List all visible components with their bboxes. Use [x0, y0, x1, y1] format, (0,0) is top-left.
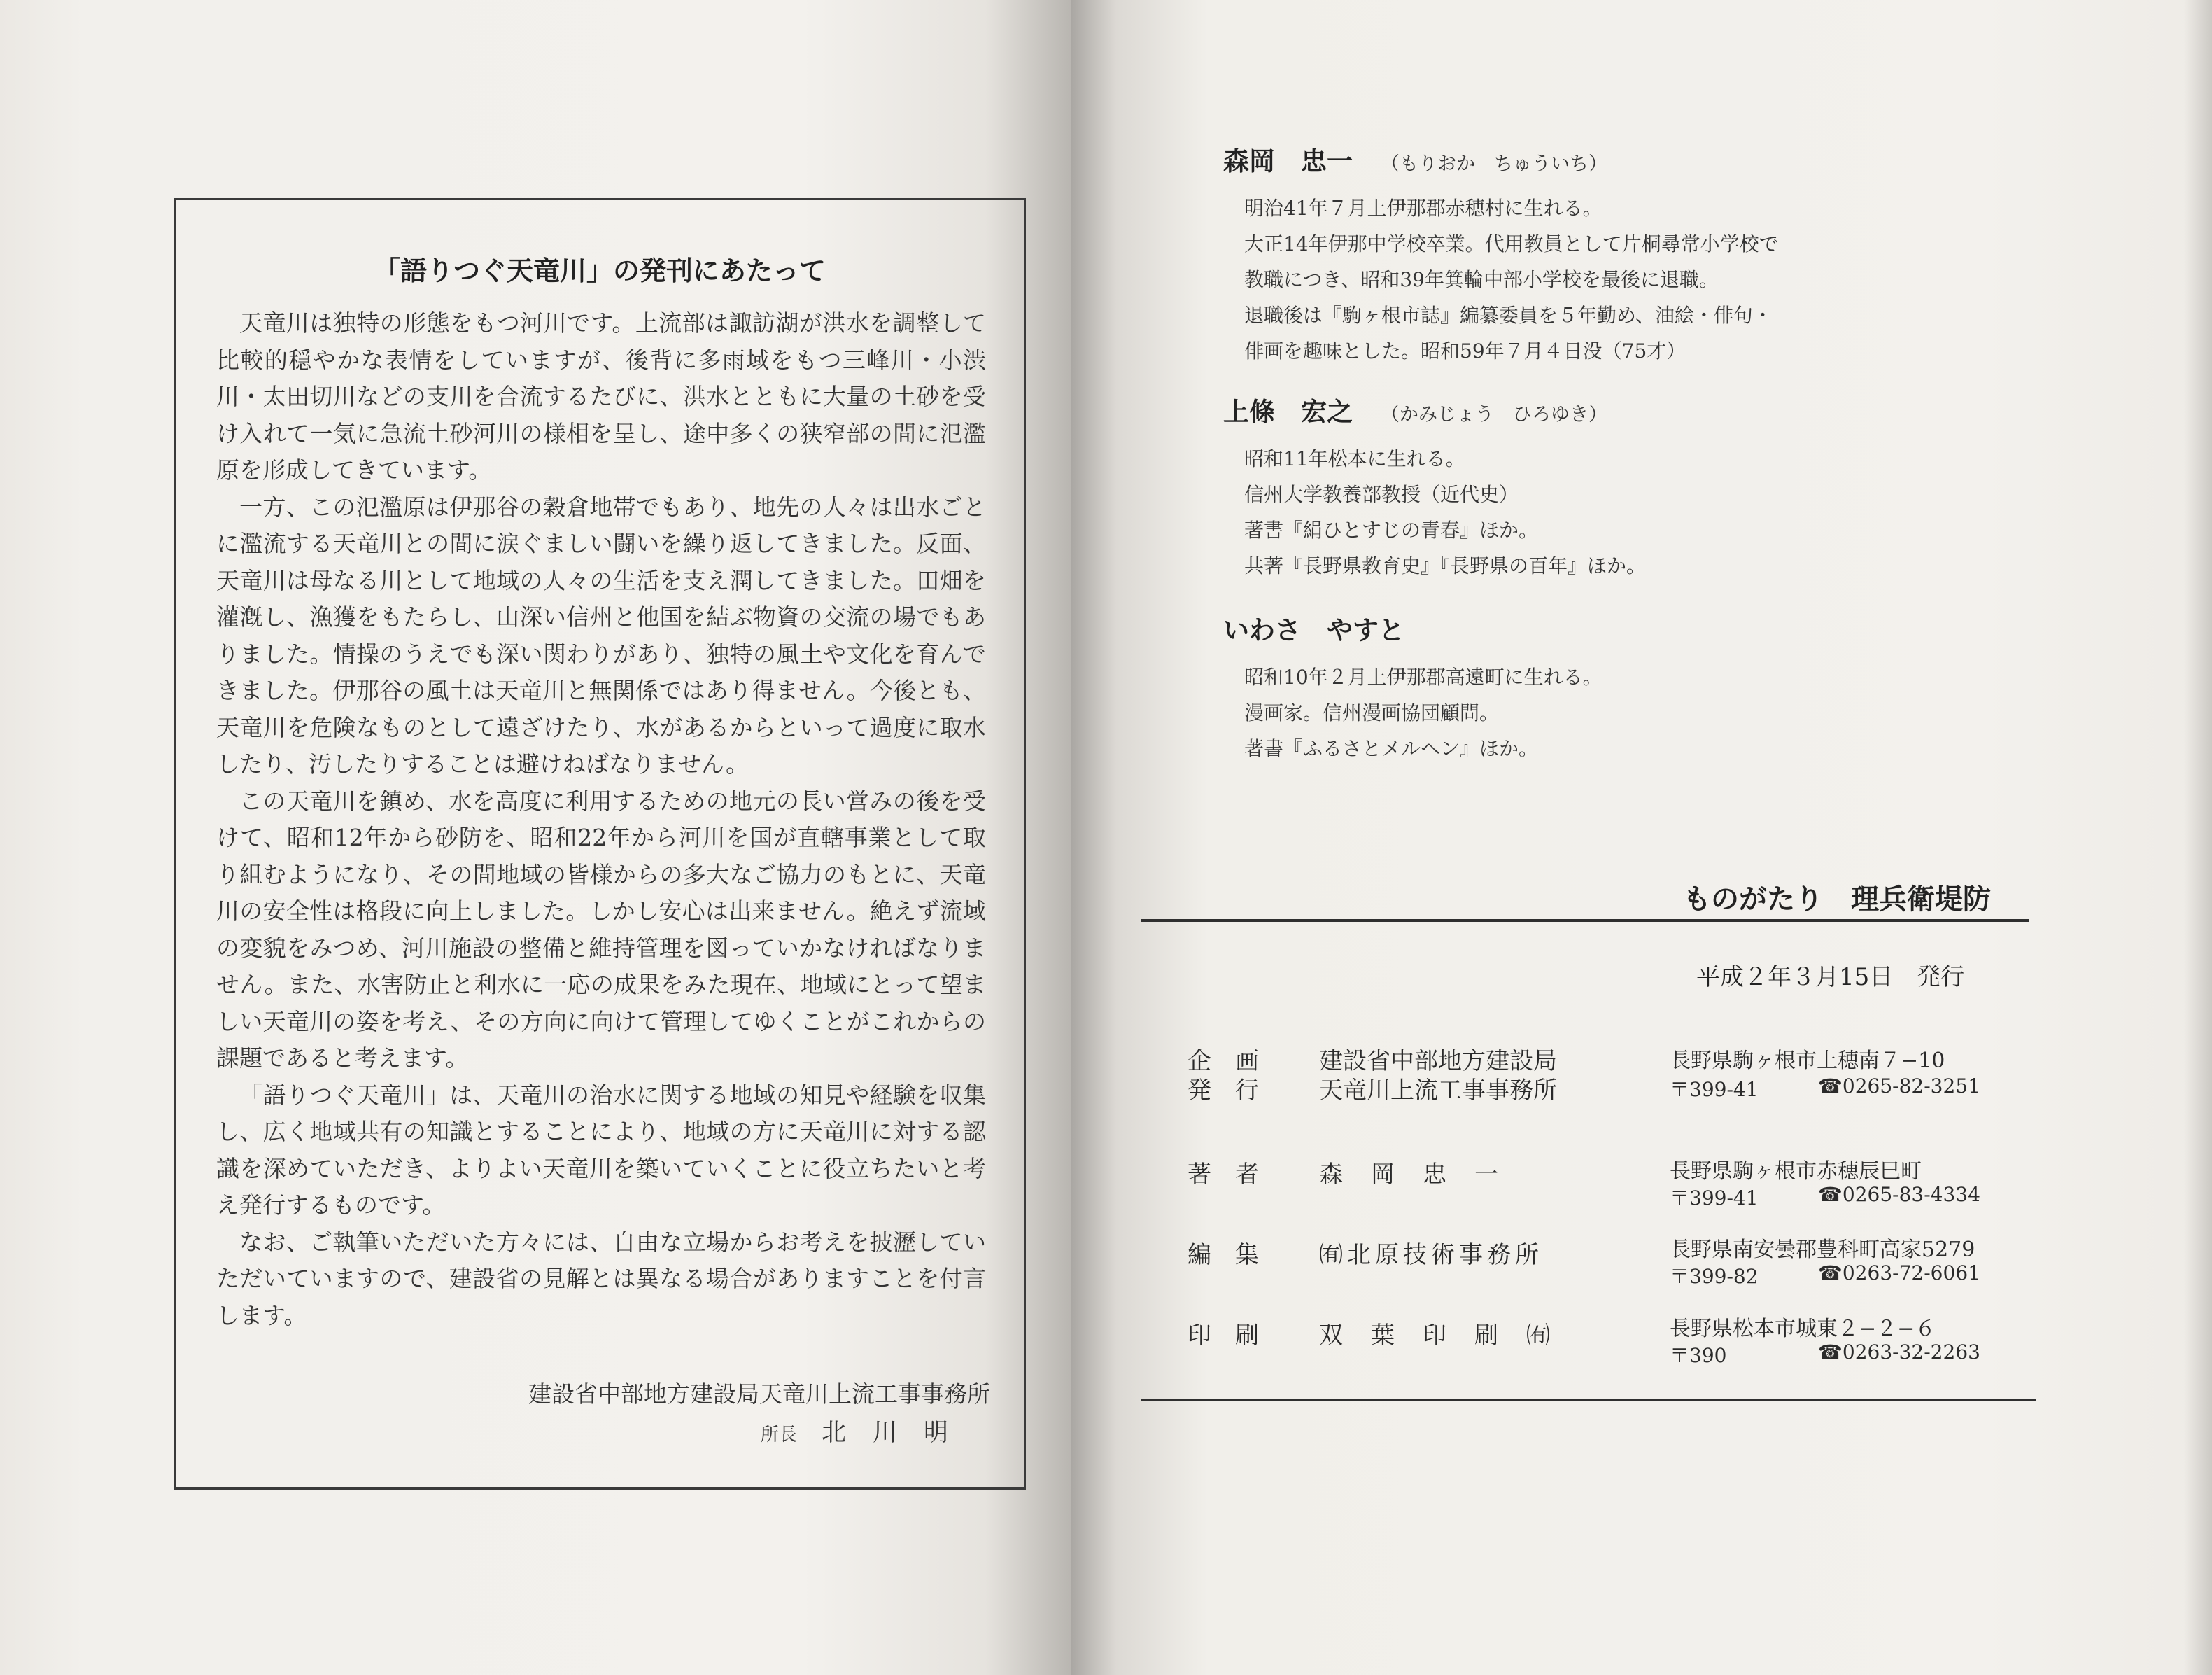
author-profile-kamijo: [1223, 391, 1646, 584]
author-bio: [1244, 441, 1646, 584]
bio-line: 著書『絹ひとすじの青春』ほか。: [1244, 519, 1539, 542]
credit-tel-publisher: ☎0265-82-3251: [1818, 1074, 1980, 1098]
credit-label-author: 著者: [1188, 1161, 1283, 1189]
signature-title: 所長: [760, 1424, 797, 1445]
credit-value-editor: ㈲北原技術事務所: [1319, 1241, 1543, 1269]
preface-paragraph: この天竜川を鎮め、水を高度に利用するための地元の長い営みの後を受けて、昭和12年から砂防を、昭和22年から河川を国が直轄事業として取り組むようになり、その間地域の皆様からの多大なご協力のもとに、天竜川の安全性は格段に向上しました。しかし安心は出来ません。絶えず流域の変貌をみつめ、河川施設の整備と維持管理を図っていかなければなりません。また、水害防止と利水に一応の成果をみた現在、地域にとって望ましい天竜川の姿を考え、その方向に向けて管理してゆくことがこれからの課題であると考えます。: [216, 787, 986, 1072]
bio-line: 大正14年伊那中学校卒業。代用教員として片桐尋常小学校で: [1244, 232, 1779, 255]
author-profile-morioka: [1223, 140, 1779, 369]
credit-label-publisher: 発行: [1188, 1077, 1283, 1105]
page-edge-shadow: [2184, 0, 2212, 1675]
credit-label-printer: 印刷: [1188, 1322, 1283, 1350]
colophon-bottom-rule: [1141, 1399, 2036, 1401]
credit-label-planning: 企画: [1188, 1047, 1283, 1075]
author-bio: [1244, 659, 1602, 766]
author-name: いわさ やすと: [1223, 615, 1404, 645]
bio-line: 漫画家。信州漫画協団顧問。: [1244, 701, 1500, 724]
credit-value-publisher: 天竜川上流工事事務所: [1319, 1077, 1557, 1105]
credit-value-author: 森岡忠一: [1319, 1161, 1526, 1189]
author-heading: [1223, 609, 1602, 647]
preface-body: [216, 305, 986, 1334]
credit-zip-editor: 〒399-82: [1670, 1265, 1759, 1288]
author-reading: （かみじょう ひろゆき）: [1381, 404, 1607, 426]
credit-address-editor: 長野県南安曇郡豊科町高家5279: [1670, 1238, 1975, 1262]
credit-address-printer: 長野県松本市城東２−２−６: [1670, 1317, 1936, 1341]
bio-line: 昭和11年松本に生れる。: [1244, 447, 1465, 470]
bio-line: 教職につき、昭和39年箕輪中部小学校を最後に退職。: [1244, 268, 1719, 291]
bio-line: 明治41年７月上伊那郡赤穂村に生れる。: [1244, 197, 1602, 220]
bio-line: 著書『ふるさとメルヘン』ほか。: [1244, 737, 1539, 760]
credit-tel-printer: ☎0263-32-2263: [1818, 1340, 1980, 1364]
bio-line: 昭和10年２月上伊那郡高遠町に生れる。: [1244, 666, 1602, 689]
credit-zip-author: 〒399-41: [1670, 1186, 1759, 1210]
bio-line: 退職後は『駒ヶ根市誌』編纂委員を５年勤め、油絵・俳句・: [1244, 304, 1773, 327]
preface-paragraph: 天竜川は独特の形態をもつ河川です。上流部は諏訪湖が洪水を調整して比較的穏やかな表情をしていますが、後背に多雨域をもつ三峰川・小渋川・太田切川などの支川を合流するたびに、洪水とともに大量の土砂を受け入れて一気に急流土砂河川の様相を呈し、途中多くの狭窄部の間に氾濫原を形成してきています。: [216, 309, 986, 484]
publish-date: 平成２年３月15日 発行: [1696, 963, 1965, 991]
bio-line: 共著『長野県教育史』『長野県の百年』ほか。: [1244, 554, 1647, 577]
author-profile-iwasa: [1223, 609, 1602, 766]
colophon-top-rule: [1141, 919, 2029, 922]
credit-label-editor: 編集: [1188, 1241, 1283, 1269]
author-reading: （もりおか ちゅういち）: [1381, 153, 1607, 175]
preface-title: 「語りつぐ天竜川」の発刊にあたって: [373, 255, 826, 286]
credit-address-planning: 長野県駒ヶ根市上穂南７−10: [1670, 1049, 1945, 1073]
signature-name: 北川明: [821, 1419, 975, 1447]
bio-line: 俳画を趣味とした。昭和59年７月４日没（75才）: [1244, 339, 1686, 363]
author-name: 森岡 忠一: [1223, 146, 1353, 176]
preface-paragraph: 「語りつぐ天竜川」は、天竜川の治水に関する地域の知見や経験を収集し、広く地域共有の知識とすることにより、地域の方に天竜川に対する認識を深めていただき、よりよい天竜川を築いていくことに役立ちたいと考え発行するものです。: [216, 1081, 986, 1219]
credit-address-author: 長野県駒ヶ根市赤穂辰巳町: [1670, 1159, 1922, 1184]
preface-paragraph: 一方、この氾濫原は伊那谷の穀倉地帯でもあり、地先の人々は出水ごとに濫流する天竜川との間に涙ぐましい闘いを繰り返してきました。反面、天竜川は母なる川として地域の人々の生活を支え潤してきました。田畑を灌漑し、漁獲をもたらし、山深い信州と他国を結ぶ物資の交流の場でもありました。情操のうえでも深い関わりがあり、独特の風土や文化を育んできました。伊那谷の風土は天竜川と無関係ではあり得ません。今後とも、天竜川を危険なものとして遠ざけたり、水があるからといって過度に取水したり、汚したりすることは避けねばなりません。: [216, 493, 986, 778]
author-heading: [1223, 391, 1646, 428]
preface-paragraph: なお、ご執筆いただいた方々には、自由な立場からお考えを披瀝していただいていますので、建設省の見解とは異なる場合がありますことを付言します。: [216, 1228, 986, 1329]
left-page: [0, 0, 1071, 1675]
author-bio: [1244, 190, 1779, 369]
credit-value-printer: 双葉印刷㈲: [1319, 1322, 1578, 1350]
author-name: 上條 宏之: [1223, 397, 1353, 427]
preface-box: [174, 198, 1026, 1490]
credit-value-planning: 建設省中部地方建設局: [1319, 1047, 1557, 1075]
author-heading: [1223, 140, 1779, 178]
signature-person: [761, 1413, 975, 1448]
credit-tel-editor: ☎0263-72-6061: [1818, 1261, 1980, 1284]
credit-zip-publisher: 〒399-41: [1670, 1078, 1759, 1101]
colophon-book-title: ものがたり 理兵衛堤防: [1683, 883, 1991, 916]
signature-organization: 建設省中部地方建設局天竜川上流工事事務所: [528, 1380, 990, 1408]
credit-tel-author: ☎0265-83-4334: [1818, 1183, 1980, 1206]
bio-line: 信州大学教養部教授（近代史）: [1244, 483, 1519, 506]
credit-zip-printer: 〒390: [1670, 1344, 1727, 1367]
